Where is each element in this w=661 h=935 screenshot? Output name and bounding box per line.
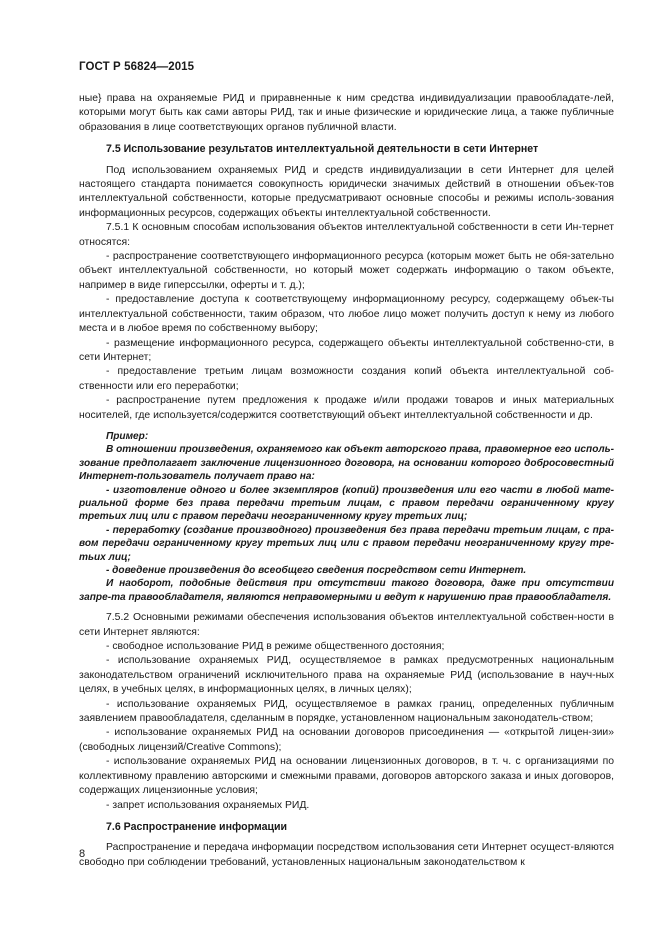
- example-lead: В отношении произведения, охраняемого как объект авторского права, правомерное его исполь-зование предполагает заключение лицензионного договора, на основании которого добросовестный Интернет-пользователь получает право на:: [79, 444, 614, 483]
- list-item: - свободное использование РИД в режиме общественного достояния;: [106, 641, 445, 653]
- list-item: - распространение соответствующего информационного ресурса (которым может быть не обя-зательно объект интеллектуальной собственности, но который может содержать информацию о таком объекте, например в виде гиперссылки, оферты и т. д.);: [79, 251, 614, 291]
- paragraph-7-6: Распространение и передача информации посредством использования сети Интернет осущест-вляются свободно при соблюдении требований, установленных национальным законодательством к: [79, 842, 614, 868]
- list-item: - запрет использования охраняемых РИД.: [106, 799, 310, 811]
- list-item: - использование охраняемых РИД на основании договоров присоединения — «открытой лицен-зии» (свободных лицензий/Creative Commons);: [79, 727, 614, 753]
- document-header: ГОСТ Р 56824—2015: [79, 61, 195, 73]
- document-body: [79, 92, 614, 870]
- page-number: 8: [79, 848, 86, 860]
- paragraph-7-5: Под использованием охраняемых РИД и средств индивидуализации в сети Интернет для целей настоящего стандарта понимается совокупность юридически значимых действий в отношении объек-тов интеллектуальной собственности, которые предусматривают основные способы и режимы исполь-зования информационных ресурсов, содержащих объекты интеллектуальной собственности.: [79, 164, 614, 219]
- list-item: - размещение информационного ресурса, содержащего объекты интеллектуальной собственно-сти, в сети Интернет;: [79, 337, 614, 363]
- section-heading-7-5: 7.5 Использование результатов интеллектуальной деятельности в сети Интернет: [106, 143, 539, 156]
- intro-paragraph: ные} права на охраняемые РИД и приравненные к ним средства индивидуализации правообладате-лей, которыми могут быть как сами авторы РИД, так и иные физические и юридические лица, а также публичные образования в лице соответствующих органов публичной власти.: [79, 93, 614, 133]
- example-tail: И наоборот, подобные действия при отсутствии такого договора, даже при отсутствии запре-та правообладателя, являются неправомерными и ведут к нарушению прав правообладателя.: [79, 578, 614, 603]
- example-item: - доведение произведения до всеобщего сведения посредством сети Интернет.: [106, 565, 527, 576]
- list-item: - использование охраняемых РИД, осуществляемое в рамках предусмотренных национальным законодательством ограничений исключительного права на охраняемые РИД (использование в науч-ных целях, в учебных целях, в информационных целях, в личных целях);: [79, 655, 614, 696]
- example-label: Пример:: [106, 430, 149, 442]
- example-item: - изготовление одного и более экземпляров (копий) произведения или его части в любой мате-риальной форме без права передачи третьим лицам, с правом передачи ограниченному кругу третьих лиц или с правом передачи неограниченному кругу третьих лиц;: [79, 484, 614, 523]
- paragraph-7-5-1: 7.5.1 К основным способам использования объектов интеллектуальной собственности в сети Ин-тернет относятся:: [79, 222, 614, 248]
- paragraph-7-5-2: 7.5.2 Основными режимами обеспечения использования объектов интеллектуальной собствен-ности в сети Интернет являются:: [79, 612, 614, 638]
- example-block: [79, 430, 614, 604]
- section-heading-7-6: 7.6 Распространение информации: [106, 820, 288, 833]
- list-item: - использование охраняемых РИД, осуществляемое в рамках границ, определенных публичным заявлением правообладателя, сделанным в порядке, установленном национальным законодатель-ством;: [79, 698, 614, 725]
- list-item: - предоставление третьим лицам возможности создания копий объекта интеллектуальной соб-ственности или его переработки;: [79, 366, 614, 392]
- list-item: - распространение путем предложения к продаже и/или продажи товаров и иных материальных носителей, где используется/содержится соответствующий объект интеллектуальной собственности и др.: [79, 395, 614, 421]
- list-item: - предоставление доступа к соответствующему информационному ресурсу, содержащему объек-ты интеллектуальной собственности, таким образом, что любое лицо может получить доступ к нему из любого места и в любое время по собственному выбору;: [79, 294, 614, 335]
- example-item: - переработку (создание производного) произведения без права передачи третьим лицам, с пра-вом передачи ограниченному кругу третьих лиц или с правом передачи неограниченному кругу тре-тьих лиц;: [79, 524, 614, 563]
- list-item: - использование охраняемых РИД на основании лицензионных договоров, в т. ч. с организациями по коллективному правлению авторскими и смежными правами, договоров авторского заказа и иных договоров, содержащих лицензионные условия;: [79, 756, 614, 797]
